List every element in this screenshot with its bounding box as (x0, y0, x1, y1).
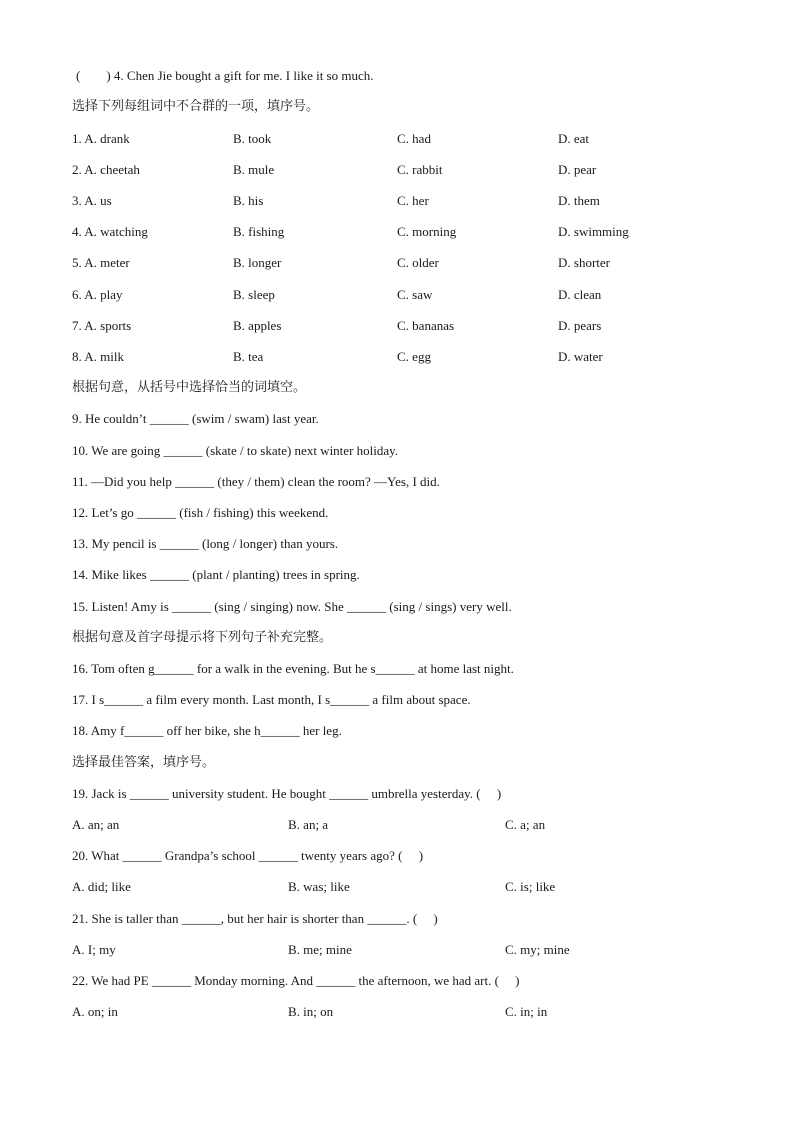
row3-option-a: 3. A. us (72, 193, 112, 208)
question-19: 19. Jack is ______ university student. He bought ______ umbrella yesterday. ( ) (72, 786, 502, 801)
row5-option-d: D. shorter (558, 255, 610, 270)
question-4-line: ( ) 4. Chen Jie bought a gift for me. I like it so much. (76, 68, 374, 83)
question-19-option-c: C. a; an (505, 817, 546, 832)
question-21-option-b: B. me; mine (288, 942, 352, 957)
row8-option-d: D. water (558, 349, 603, 364)
question-21-option-a: A. I; my (72, 942, 116, 957)
question-20-option-b: B. was; like (288, 879, 350, 894)
question-21-option-c: C. my; mine (505, 942, 570, 957)
row5-option-b: B. longer (233, 255, 282, 270)
row1-option-d: D. eat (558, 131, 590, 146)
row6-option-a: 6. A. play (72, 287, 123, 302)
row2-option-c: C. rabbit (397, 162, 443, 177)
question-17: 17. I s______ a film every month. Last month, I s______ a film about space. (72, 692, 471, 707)
section2-heading: 根据句意，从括号中选择恰当的词填空。 (72, 380, 307, 395)
row4-option-c: C. morning (397, 224, 457, 239)
question-16: 16. Tom often g______ for a walk in the evening. But he s______ at home last night. (72, 661, 514, 676)
question-18: 18. Amy f______ off her bike, she h______ her leg. (72, 723, 342, 738)
row3-option-d: D. them (558, 193, 600, 208)
row3-option-b: B. his (233, 193, 264, 208)
row4-option-a: 4. A. watching (72, 224, 148, 239)
row5-option-a: 5. A. meter (72, 255, 130, 270)
question-22-option-c: C. in; in (505, 1004, 548, 1019)
row6-option-c: C. saw (397, 287, 433, 302)
question-20-option-a: A. did; like (72, 879, 131, 894)
question-22-option-b: B. in; on (288, 1004, 334, 1019)
question-10: 10. We are going ______ (skate / to skate) next winter holiday. (72, 443, 399, 458)
question-13: 13. My pencil is ______ (long / longer) than yours. (72, 536, 339, 551)
row8-option-b: B. tea (233, 349, 264, 364)
row2-option-a: 2. A. cheetah (72, 162, 140, 177)
row8-option-c: C. egg (397, 349, 431, 364)
row4-option-b: B. fishing (233, 224, 285, 239)
section3-heading: 根据句意及首字母提示将下列句子补充完整。 (72, 630, 333, 645)
row1-option-b: B. took (233, 131, 272, 146)
section1-heading: 选择下列每组词中不合群的一项，填序号。 (72, 99, 320, 114)
question-14: 14. Mike likes ______ (plant / planting) trees in spring. (72, 567, 360, 582)
row7-option-c: C. bananas (397, 318, 455, 333)
row6-option-d: D. clean (558, 287, 602, 302)
section4-heading: 选择最佳答案，填序号。 (72, 755, 216, 770)
row2-option-b: B. mule (233, 162, 275, 177)
row2-option-d: D. pear (558, 162, 597, 177)
row5-option-c: C. older (397, 255, 439, 270)
question-22-option-a: A. on; in (72, 1004, 118, 1019)
question-15: 15. Listen! Amy is ______ (sing / singing) now. She ______ (sing / sings) very well. (72, 599, 512, 614)
row1-option-a: 1. A. drank (72, 131, 130, 146)
row3-option-c: C. her (397, 193, 429, 208)
row6-option-b: B. sleep (233, 287, 275, 302)
row7-option-d: D. pears (558, 318, 602, 333)
question-21: 21. She is taller than ______, but her hair is shorter than ______. ( ) (72, 911, 438, 926)
row4-option-d: D. swimming (558, 224, 629, 239)
question-9: 9. He couldn’t ______ (swim / swam) last year. (72, 411, 319, 426)
question-12: 12. Let’s go ______ (fish / fishing) this weekend. (72, 505, 329, 520)
question-19-option-a: A. an; an (72, 817, 120, 832)
question-11: 11. —Did you help ______ (they / them) clean the room? —Yes, I did. (72, 474, 440, 489)
question-19-option-b: B. an; a (288, 817, 329, 832)
row1-option-c: C. had (397, 131, 431, 146)
question-20: 20. What ______ Grandpa’s school ______ twenty years ago? ( ) (72, 848, 424, 863)
question-22: 22. We had PE ______ Monday morning. And ______ the afternoon, we had art. ( ) (72, 973, 520, 988)
row7-option-b: B. apples (233, 318, 282, 333)
row8-option-a: 8. A. milk (72, 349, 125, 364)
row7-option-a: 7. A. sports (72, 318, 132, 333)
question-20-option-c: C. is; like (505, 879, 556, 894)
